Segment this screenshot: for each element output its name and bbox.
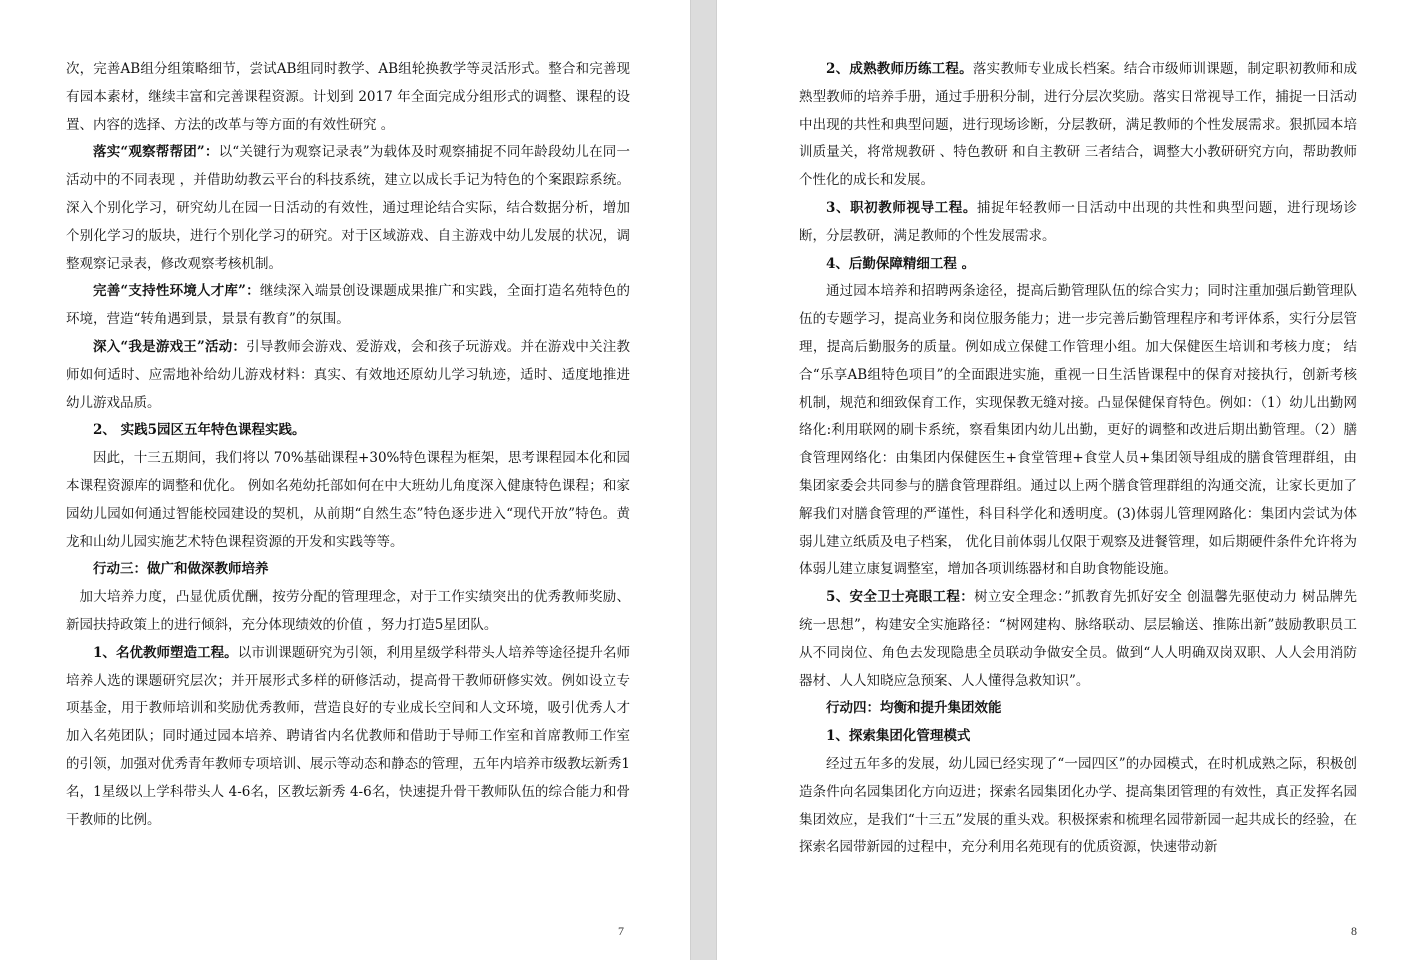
- paragraph: 2、成熟教师历练工程。落实教师专业成长档案。结合市级师训课题，制定职初教师和成熟型教师的培养手册，通过手册积分制，进行分层次奖励。落实日常视导工作，捕捉一日活动中出现的共性和典型问题，进行现场诊断，分层教研，满足教师的个性发展需求。狠抓园本培训质量关，将常规教研 、特色教研 和自主教研 三者结合，调整大小教研研究方向，帮助教师个性化的成长和发展。: [799, 61, 1357, 189]
- paragraph-heading: 1、名优教师塑造工程。: [93, 644, 238, 661]
- section-heading: 2、 实践5园区五年特色课程实践。: [93, 422, 306, 439]
- paragraph-heading: 3、职初教师视导工程。: [826, 199, 977, 216]
- section-heading: 行动四：均衡和提升集团效能: [826, 700, 1002, 717]
- paragraph: 3、职初教师视导工程。捕捉年轻教师一日活动中出现的共性和典型问题，进行现场诊断，分层教研，满足教师的个性发展需求。: [799, 199, 1357, 244]
- section-heading: 4、后勤保障精细工程 。: [826, 255, 976, 272]
- paragraph: 经过五年多的发展，幼儿园已经实现了“一园四区”的办园模式，在时机成熟之际，积极创造条件向名园集团化方向迈进；探索名园集团化办学、提高集团管理的有效性，真正发挥名园集团效应，是我们“十三五”发展的重头戏。积极探索和梳理名园带新园一起共成长的经验，在探索名园带新园的过程中，充分利用名苑现有的优质资源，快速带动新: [799, 755, 1357, 856]
- section-heading: 行动三：做广和做深教师培养: [93, 561, 269, 578]
- document-page-left: [0, 0, 690, 960]
- paragraph: 因此，十三五期间，我们将以 70%基础课程+30%特色课程为框架，思考课程园本化和园本课程资源库的调整和优化。 例如名苑幼托部如何在中大班幼儿角度深入健康特色课程；和家园幼儿园如何通过智能校园建设的契机，从前期“自然生态”特色逐步进入“现代开放”特色。黄龙和山幼儿园实施艺术特色课程资源的开发和实践等等。: [66, 450, 630, 550]
- paragraph: 完善“支持性环境人才库”：继续深入端景创设课题成果推广和实践，全面打造名苑特色的环境，营造“转角遇到景，景景有教育”的氛围。: [66, 283, 631, 328]
- section-heading: 1、探索集团化管理模式: [826, 728, 971, 745]
- paragraph: 加大培养力度，凸显优质优酬，按劳分配的管理理念，对于工作实绩突出的优秀教师奖励、新园扶持政策上的进行倾斜，充分体现绩效的价值 ，努力打造5星团队。: [66, 589, 630, 633]
- page-number: 7: [618, 924, 624, 938]
- paragraph: 落实“观察帮帮团”：以“关键行为观察记录表”为载体及时观察捕捉不同年龄段幼儿在同一活动中的不同表现 ，并借助幼教云平台的科技系统，建立以成长手记为特色的个案跟踪系统。深入个别化学习，研究幼儿在园一日活动的有效性，通过理论结合实际，结合数据分析，增加个别化学习的版块，进行个别化学习的研究。对于区域游戏、自主游戏中幼儿发展的状况，调整观察记录表，修改观察考核机制。: [66, 144, 630, 272]
- paragraph: 深入“我是游戏王”活动：引导教师会游戏、爱游戏，会和孩子玩游戏。并在游戏中关注教师如何适时、应需地补给幼儿游戏材料：真实、有效地还原幼儿学习轨迹，适时、适度地推进幼儿游戏品质。: [66, 338, 631, 411]
- document-page-right: [717, 0, 1409, 960]
- page-number: 8: [1351, 924, 1357, 938]
- paragraph-heading: 深入“我是游戏王”活动：: [93, 338, 247, 355]
- paragraph: 5、安全卫士亮眼工程：树立安全理念：”抓教育先抓好安全 创温馨先驱使动力 树品牌先统一思想”，构建安全实施路径：“树网建构、脉络联动、层层输送、推陈出新”鼓励教职员工从不同岗位、角色去发现隐患全员联动争做安全员。做到“人人明确双岗双职、人人会用消防器材、人人知晓应急预案、人人懂得急救知识”。: [799, 589, 1357, 689]
- page-gutter: [690, 0, 717, 960]
- paragraph-heading: 完善“支持性环境人才库”：: [93, 283, 260, 300]
- paragraph-heading: 5、安全卫士亮眼工程：: [826, 589, 975, 606]
- paragraph-heading: 落实“观察帮帮团”：: [93, 144, 219, 161]
- paragraph: 通过园本培养和招聘两条途径，提高后勤管理队伍的综合实力；同时注重加强后勤管理队伍的专题学习，提高业务和岗位服务能力；进一步完善后勤管理程序和考评体系，实行分层管理，提高后勤服务的质量。例如成立保健工作管理小组。加大保健医生培训和考核力度； 结合“乐享AB组特色项目”的全面跟进实施，重视一日生活皆课程中的保育对接执行，创新考核机制，规范和细致保育工作，实现保教无缝对接。凸显保健保育特色。例如：（1）幼儿出勤网络化:利用联网的刷卡系统，察看集团内幼儿出勤，更好的调整和改进后期出勤管理。（2）膳食管理网络化：由集团内保健医生+食堂管理+食堂人员+集团领导组成的膳食管理群组，由集团家委会共同参与的膳食管理群组。通过以上两个膳食管理群组的沟通交流，让家长更加了解我们对膳食管理的严谨性，科目科学化和透明度。(3)体弱儿管理网路化：集团内尝试为体弱儿建立纸质及电子档案， 优化目前体弱儿仅限于观察及进餐管理，如后期硬件条件允许将为体弱儿建立康复调整室，增加各项训练器材和自助食物能设施。: [799, 283, 1357, 578]
- paragraph: 1、名优教师塑造工程。以市训课题研究为引领，利用星级学科带头人培养等途径提升名师培养人选的课题研究层次；并开展形式多样的研修活动，提高骨干教师研修实效。例如设立专项基金，用于教师培训和奖励优秀教师，营造良好的专业成长空间和人文环境，吸引优秀人才加入名苑团队；同时通过园本培养、聘请省内名优教师和借助于导师工作室和首席教师工作室的引领，加强对优秀青年教师专项培训、展示等动态和静态的管理，五年内培养市级教坛新秀1名，1星级以上学科带头人 4-6名，区教坛新秀 4-6名，快速提升骨干教师队伍的综合能力和骨干教师的比例。: [66, 644, 630, 828]
- paragraph-heading: 2、成熟教师历练工程。: [826, 61, 973, 77]
- paragraph: 次，完善AB组分组策略细节，尝试AB组同时教学、AB组轮换教学等灵活形式。整合和完善现有园本素材，继续丰富和完善课程资源。计划到 2017 年全面完成分组形式的调整、课程的设置、内容的选择、方法的改革与等方面的有效性研究 。: [66, 61, 630, 133]
